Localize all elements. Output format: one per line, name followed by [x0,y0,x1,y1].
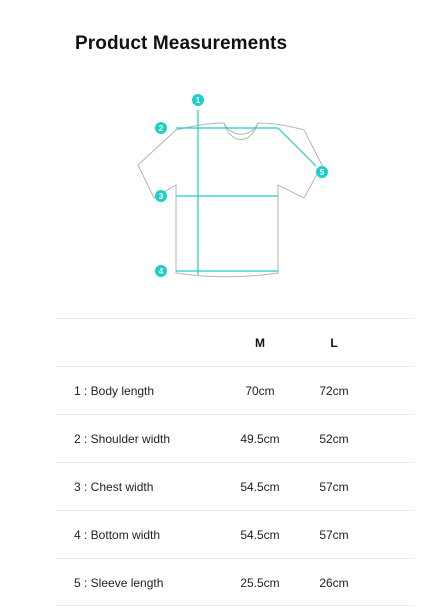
page-title: Product Measurements [75,33,288,54]
row-value-m: 54.5cm [240,480,280,494]
table-row [56,366,414,414]
row-label: 1 : Body length [74,384,155,398]
table-row [56,462,414,510]
svg-text:2: 2 [158,124,164,133]
svg-text:3: 3 [158,192,164,201]
marker-4 [155,265,167,277]
row-value-m: 49.5cm [240,432,280,446]
table-row [56,558,414,606]
measurement-lines [176,110,316,275]
tshirt-outline [138,123,322,277]
marker-5 [316,166,328,178]
row-value-l: 72cm [319,384,349,398]
sleeve-length-line [278,128,316,166]
row-label: 4 : Bottom width [74,528,161,542]
tshirt-diagram-svg [136,90,336,285]
table-row [56,414,414,462]
row-label: 2 : Shoulder width [74,432,171,446]
marker-2 [155,122,167,134]
row-value-l: 57cm [319,480,349,494]
tshirt-measurement-diagram [136,90,336,285]
svg-text:4: 4 [158,267,164,276]
table-header-row [56,318,414,366]
table-row [56,510,414,558]
header-size-l: L [330,336,338,350]
header-size-m: M [255,336,265,350]
row-label: 5 : Sleeve length [74,576,164,590]
row-value-l: 57cm [319,528,349,542]
row-value-m: 25.5cm [240,576,280,590]
row-value-m: 70cm [245,384,275,398]
measurements-table [56,318,414,606]
row-value-l: 52cm [319,432,349,446]
marker-1 [192,94,204,106]
marker-3 [155,190,167,202]
row-value-l: 26cm [319,576,349,590]
svg-text:1: 1 [195,96,201,105]
row-label: 3 : Chest width [74,480,154,494]
row-value-m: 54.5cm [240,528,280,542]
svg-text:5: 5 [319,168,325,177]
